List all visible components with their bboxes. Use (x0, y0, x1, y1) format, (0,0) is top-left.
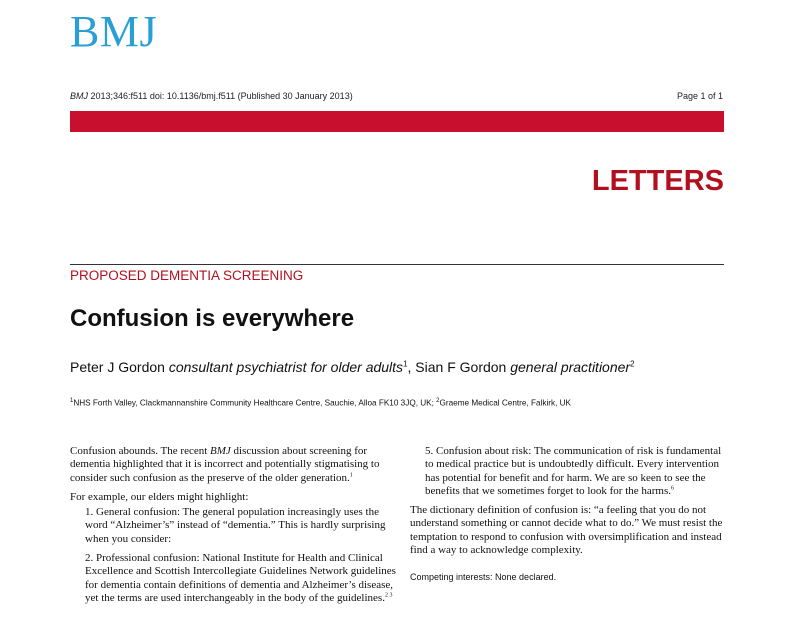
divider-rule (70, 264, 724, 265)
list-item-risk-confusion (410, 445, 728, 498)
affiliations (70, 398, 571, 408)
author-line (70, 359, 635, 375)
section-label: LETTERS (591, 165, 724, 197)
subject-heading: PROPOSED DEMENTIA SCREENING (70, 268, 304, 283)
body-column-right (410, 445, 728, 585)
affil-1-text: NHS Forth Valley, Clackmannanshire Community Healthcare Centre, Sauchie, Alloa FK10 3JQ, UK; (73, 398, 437, 408)
reference-marker: 1 (349, 471, 353, 478)
reference-marker: 2 3 (384, 592, 393, 599)
list-item-professional-confusion (70, 552, 400, 605)
author-1-affil-ref: 1 (403, 359, 408, 369)
author-1-name: Peter J Gordon (70, 359, 169, 375)
author-2-name: Sian F Gordon (415, 359, 511, 375)
affil-2-marker: 2 (436, 398, 440, 404)
bmj-logo: BMJ (70, 7, 158, 56)
paragraph-conclusion: The dictionary definition of confusion is: “a feeling that you do not understand something or cannot decide what to do.” We must resist the temptation to respond to confusion with oversimplification and instead find a way to acknowledge complexity. (410, 504, 723, 557)
author-1-role: consultant psychiatrist for older adults (168, 359, 404, 375)
paragraph-intro (70, 445, 400, 485)
author-2-affil-ref: 2 (630, 359, 635, 369)
citation-journal: BMJ (70, 91, 88, 101)
paragraph-example-lead: For example, our elders might highlight: (70, 490, 249, 503)
list-item-general-confusion: 1. General confusion: The general population increasingly uses the word “Alzheimer’s” instead of “dementia.” This is hardly surprising when you consider: (85, 506, 386, 545)
citation-details: 2013;346:f511 doi: 10.1136/bmj.f511 (Published 30 January 2013) (88, 91, 353, 101)
intro-text-a: Confusion abounds. The recent (70, 445, 211, 457)
author-separator: , (407, 359, 416, 375)
affil-2-text: Graeme Medical Centre, Falkirk, UK (439, 398, 572, 408)
item5-text: 5. Confusion about risk: The communication of risk is fundamental to medical practice but is undoubtedly difficult. Every intervention has potential for benefit and for harm. We are so keen to see the benefits that we sometimes forget to look for the harms. (425, 445, 722, 497)
intro-journal-name: BMJ (210, 445, 231, 457)
item2-text: 2. Professional confusion: National Institute for Health and Clinical Excellence and Scottish Intercollegiate Guidelines Network guidelines for dementia contain definitions of dementia and Alzheimer’s disease, yet the terms are used interchangeably in the body of the guidelines. (85, 552, 396, 604)
affil-1-marker: 1 (70, 398, 74, 404)
header-red-bar (70, 111, 724, 132)
author-2-role: general practitioner (510, 359, 631, 375)
reference-marker: 6 (671, 485, 675, 492)
article-title: Confusion is everywhere (70, 305, 355, 332)
body-column-left (70, 445, 400, 611)
citation-line (70, 91, 353, 101)
intro-text-b: discussion about screening for dementia highlighted that it is incorrect and potentially stigmatising to consider such confusion as the preserve of the older generation. (70, 445, 380, 484)
competing-interests: Competing interests: None declared. (410, 572, 557, 583)
page-number: Page 1 of 1 (676, 91, 723, 101)
